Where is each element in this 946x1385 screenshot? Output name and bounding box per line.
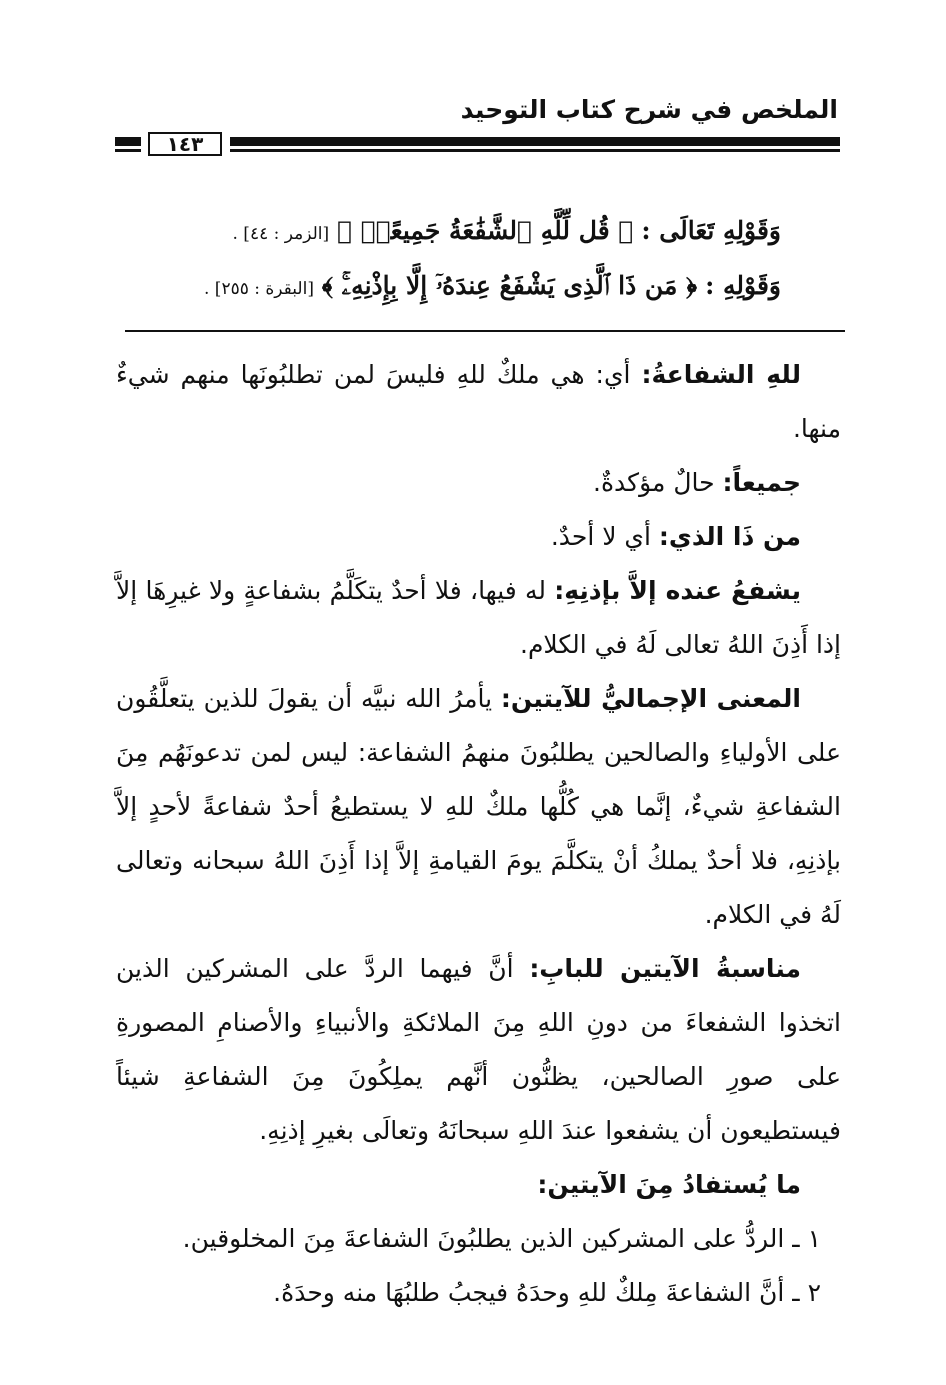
note-paragraph bbox=[116, 510, 841, 564]
verse-reference: [البقرة : ٢٥٥] . bbox=[204, 279, 314, 299]
section-divider bbox=[125, 330, 845, 332]
note-paragraph bbox=[116, 672, 841, 942]
header-rule bbox=[115, 132, 840, 156]
rule-thick-line bbox=[230, 137, 840, 146]
note-term: للهِ الشفاعةُ: bbox=[641, 360, 801, 389]
page-number: ١٤٣ bbox=[148, 132, 222, 156]
verse-intro: وَقَوْلِهِ تَعَالَى : bbox=[641, 216, 781, 245]
rule-thin-line bbox=[230, 149, 840, 152]
verse-line bbox=[204, 260, 781, 315]
note-text: له فيها، فلا أحدٌ يتكَلَّمُ بشفاعةٍ ولا غيرِهَا إلاَّ إذا أَذِنَ اللهُ تعالى لَهُ في الكلام. bbox=[116, 576, 841, 659]
rule-stub-thin bbox=[115, 149, 141, 152]
quran-text: ﴿ مَن ذَا ٱلَّذِى يَشْفَعُ عِندَهُۥٓ إِلَّا بِإِذْنِهِۦۚ ﴾ bbox=[321, 271, 698, 300]
note-term: مناسبةُ الآيتين للبابِ: bbox=[529, 954, 802, 983]
running-header-title: الملخص في شرح كتاب التوحيد bbox=[460, 95, 838, 124]
quran-text: ﴿ قُل لِّلَّهِ ٱلشَّفَٰعَةُ جَمِيعًاۖ ﴾ bbox=[337, 216, 634, 245]
commentary-body bbox=[116, 348, 841, 1320]
benefits-heading: ما يُستفادُ مِنَ الآيتين: bbox=[537, 1170, 801, 1199]
verse-block bbox=[204, 205, 781, 315]
note-paragraph bbox=[116, 456, 841, 510]
note-term: من ذَا الذي: bbox=[658, 522, 801, 551]
note-text: أنَّ فيهما الردَّ على المشركين الذين اتخذوا الشفعاءَ من دونِ اللهِ مِنَ الملائكةِ والأنبياءِ والأصنامِ المصورةِ على صورِ الصالحين، يظنُّون أنَّهم يملِكُونَ مِنَ الشفاعةِ شيئاً فيستطيعون أن يشفعوا عندَ اللهِ سبحانَهُ وتعالَى بغيرِ إذنِهِ. bbox=[116, 954, 841, 1145]
note-term: يشفعُ عنده إلاَّ بإذنِهِ: bbox=[554, 576, 802, 605]
verse-reference: [الزمر : ٤٤] . bbox=[232, 224, 330, 244]
benefit-item: ١ ـ الردُّ على المشركين الذين يطلبُونَ الشفاعةَ مِنَ المخلوقين. bbox=[182, 1224, 821, 1253]
note-text: حالٌ مؤكدةٌ. bbox=[593, 468, 723, 497]
note-paragraph bbox=[116, 564, 841, 672]
verse-line bbox=[204, 205, 781, 260]
note-term: جميعاً: bbox=[722, 468, 801, 497]
note-text: أي لا أحدٌ. bbox=[550, 522, 659, 551]
verse-intro: وَقَوْلِهِ : bbox=[705, 271, 781, 300]
rule-stub-thick bbox=[115, 137, 141, 146]
note-text: يأمرُ الله نبيَّه أن يقولَ للذين يتعلَّقُون على الأولياءِ والصالحين يطلبُونَ منهمُ الشفاعة: ليس لمن تدعونَهُم مِنَ الشفاعةِ شيءٌ، إنَّما هي كُلُّها ملكٌ للهِ لا يستطيعُ أحدٌ شفاعةً لأحدٍ إلاَّ بإذنِهِ، فلا أحدٌ يملكُ أنْ يتكلَّمَ يومَ القيامةِ إلاَّ إذا أَذِنَ اللهُ سبحانه وتعالى لَهُ في الكلام. bbox=[116, 684, 841, 929]
note-paragraph bbox=[116, 942, 841, 1158]
note-term: المعنى الإجماليُّ للآيتين: bbox=[500, 684, 801, 713]
benefit-item: ٢ ـ أنَّ الشفاعةَ مِلكٌ للهِ وحدَهُ فيجبُ طلبُهَا منه وحدَهُ. bbox=[273, 1278, 821, 1307]
note-text: أي: هي ملكٌ للهِ فليسَ لمن تطلبُونَها منهم شيءٌ منها. bbox=[116, 360, 841, 443]
note-paragraph bbox=[116, 348, 841, 456]
